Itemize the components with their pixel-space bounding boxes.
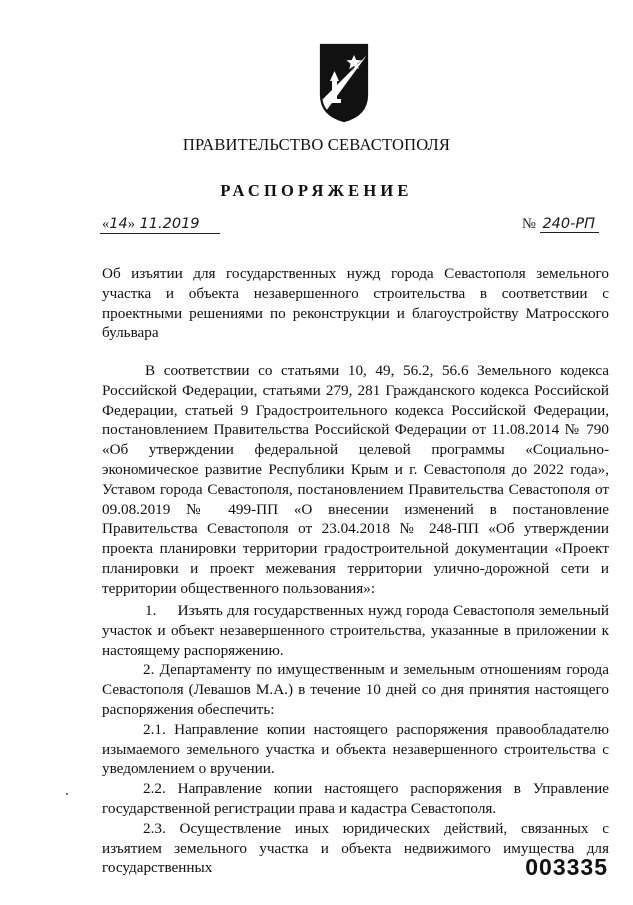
list-item: 2.2. Направление копии настоящего распоряжения в Управление государственной регистрации права и кадастра Севастополя.	[102, 780, 609, 817]
document-date	[100, 216, 220, 234]
document-preamble: В соответствии со статьями 10, 49, 56.2, 56.6 Земельного кодекса Российской Федерации, статьями 279, 281 Гражданского кодекса Российской Федерации, статьей 9 Градостроительного кодекса Российской Федерации, постановлением Правительства Российской Федерации от 11.08.2014 № 790 «Об утверждении федеральной целевой программы «Социально-экономическое развитие Республики Крым и г. Севастополя до 2022 года», Уставом города Севастополя, постановлением Правительства Севастополя от 09.08.2019 № 499-ПП «О внесении изменений в постановление Правительства Севастополя от 23.04.2018 № 248-ПП «Об утверждении проекта планировки территории градостроительной документации «Проект планировки и проект межевания территории улично-дорожной сети и территории общественного пользования»:	[102, 362, 609, 597]
scan-speck	[66, 793, 68, 795]
organization-title: ПРАВИТЕЛЬСТВО СЕВАСТОПОЛЯ	[182, 135, 451, 154]
date-month-year: 11.2019	[139, 216, 200, 232]
number-label: №	[522, 216, 536, 232]
document-type-title: РАСПОРЯЖЕНИЕ	[220, 181, 413, 200]
date-day: 14	[109, 216, 128, 232]
list-item: 2.1. Направление копии настоящего распоряжения правообладателю изымаемого земельного участка и объекта незавершенного строительства с уведомлением о вручении.	[102, 720, 609, 778]
date-open-quote: «	[102, 216, 110, 232]
stamp-number: 003335	[525, 854, 608, 880]
document-items	[102, 601, 613, 878]
document-number	[522, 216, 599, 233]
date-close-quote: »	[127, 216, 135, 232]
document-subject: Об изъятии для государственных нужд города Севастополя земельного участка и объекта незавершенного строительства в соответствии с проектными решениями по реконструкции и благоустройству Матросского бульвара	[102, 265, 609, 342]
number-value: 240-РП	[540, 216, 599, 233]
list-item: 1. Изъять для государственных нужд города Севастополя земельный участок и объект незавершенного строительства, указанные в приложении к настоящему распоряжению.	[102, 602, 613, 659]
coat-of-arms-icon	[318, 41, 370, 123]
list-item: 2. Департаменту по имущественным и земельным отношениям города Севастополя (Левашов М.А.) в течение 10 дней со дня принятия настоящего распоряжения обеспечить:	[102, 661, 609, 718]
list-item: 2.3. Осуществление иных юридических действий, связанных с изъятием земельного участка и объекта недвижимого имущества для государственных	[102, 819, 609, 877]
